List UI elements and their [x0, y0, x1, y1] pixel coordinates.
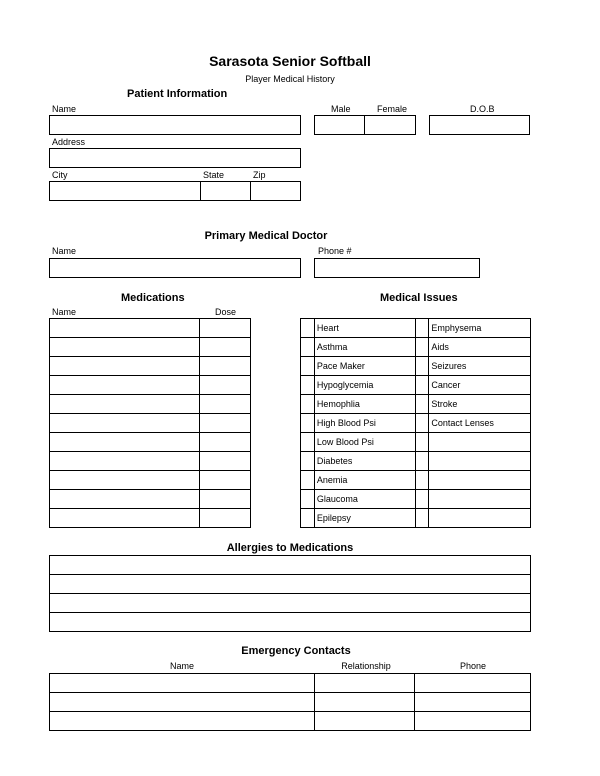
female-label: Female: [377, 104, 408, 114]
medication-name-cell[interactable]: [50, 490, 200, 509]
dob-label: D.O.B: [470, 104, 495, 114]
table-row: [301, 452, 531, 471]
issue-checkbox[interactable]: [301, 490, 315, 509]
zip-field[interactable]: [250, 181, 301, 201]
issue-label: Stroke: [429, 395, 531, 414]
allergies-section-title: Allergies to Medications: [226, 542, 354, 554]
medication-name-cell[interactable]: [50, 452, 200, 471]
table-row: [50, 452, 251, 471]
issue-label: Asthma: [314, 338, 415, 357]
table-row: [301, 414, 531, 433]
issue-checkbox[interactable]: [415, 471, 429, 490]
issue-checkbox[interactable]: [301, 509, 315, 528]
state-field[interactable]: [200, 181, 251, 201]
table-row: [301, 471, 531, 490]
medication-dose-cell[interactable]: [200, 395, 251, 414]
medication-name-cell[interactable]: [50, 395, 200, 414]
emergency-section-title: Emergency Contacts: [241, 645, 351, 657]
issue-label: Seizures: [429, 357, 531, 376]
issue-label: [429, 433, 531, 452]
medication-dose-cell[interactable]: [200, 414, 251, 433]
table-row: [50, 693, 531, 712]
table-row: [50, 357, 251, 376]
issue-checkbox[interactable]: [415, 414, 429, 433]
issue-checkbox[interactable]: [301, 338, 315, 357]
patient-section-title: Patient Information: [127, 88, 228, 100]
issue-checkbox[interactable]: [415, 452, 429, 471]
city-field[interactable]: [49, 181, 201, 201]
issue-label: Emphysema: [429, 319, 531, 338]
medication-dose-cell[interactable]: [200, 338, 251, 357]
issue-label: [429, 509, 531, 528]
issue-label: Epilepsy: [314, 509, 415, 528]
medication-name-label: Name: [52, 307, 77, 317]
male-label: Male: [331, 104, 351, 114]
allergy-field[interactable]: [50, 556, 531, 575]
issue-label: High Blood Psi: [314, 414, 415, 433]
issue-label: Cancer: [429, 376, 531, 395]
medication-dose-cell[interactable]: [200, 357, 251, 376]
issue-checkbox[interactable]: [415, 490, 429, 509]
medication-dose-cell[interactable]: [200, 319, 251, 338]
table-row: [50, 414, 251, 433]
medication-name-cell[interactable]: [50, 338, 200, 357]
medication-name-cell[interactable]: [50, 319, 200, 338]
allergy-field[interactable]: [50, 594, 531, 613]
table-row: [50, 613, 531, 632]
issue-checkbox[interactable]: [415, 509, 429, 528]
patient-name-field[interactable]: [49, 115, 301, 135]
medications-table: [49, 318, 251, 528]
issue-checkbox[interactable]: [301, 414, 315, 433]
table-row: [50, 471, 251, 490]
table-row: [50, 490, 251, 509]
allergy-field[interactable]: [50, 575, 531, 594]
medication-dose-cell[interactable]: [200, 509, 251, 528]
contact-relationship-cell[interactable]: [315, 712, 415, 731]
issue-checkbox[interactable]: [301, 376, 315, 395]
issue-label: Hemophlia: [314, 395, 415, 414]
table-row: [50, 556, 531, 575]
issue-label: Anemia: [314, 471, 415, 490]
medication-dose-cell[interactable]: [200, 376, 251, 395]
table-row: [50, 674, 531, 693]
contact-phone-cell[interactable]: [415, 712, 531, 731]
doctor-name-field[interactable]: [49, 258, 301, 278]
zip-label: Zip: [253, 170, 266, 180]
allergy-field[interactable]: [50, 613, 531, 632]
emergency-name-label: Name: [169, 661, 195, 671]
table-row: [301, 395, 531, 414]
medication-name-cell[interactable]: [50, 376, 200, 395]
allergies-table: [49, 555, 531, 632]
emergency-contacts-table: [49, 673, 531, 731]
issue-label: [429, 471, 531, 490]
table-row: [301, 509, 531, 528]
medication-name-cell[interactable]: [50, 471, 200, 490]
table-row: [50, 575, 531, 594]
issue-checkbox[interactable]: [301, 471, 315, 490]
form-subtitle: Player Medical History: [245, 74, 335, 84]
contact-name-cell[interactable]: [50, 693, 315, 712]
doctor-name-label: Name: [52, 246, 77, 256]
contact-phone-cell[interactable]: [415, 674, 531, 693]
contact-phone-cell[interactable]: [415, 693, 531, 712]
patient-name-label: Name: [52, 104, 77, 114]
medication-dose-cell[interactable]: [200, 471, 251, 490]
issue-checkbox[interactable]: [415, 338, 429, 357]
table-row: [50, 712, 531, 731]
issue-checkbox[interactable]: [415, 319, 429, 338]
issue-checkbox[interactable]: [415, 376, 429, 395]
issue-checkbox[interactable]: [301, 357, 315, 376]
medication-name-cell[interactable]: [50, 509, 200, 528]
female-checkbox[interactable]: [364, 115, 416, 135]
table-row: [50, 594, 531, 613]
issue-label: Heart: [314, 319, 415, 338]
table-row: [50, 319, 251, 338]
table-row: [301, 357, 531, 376]
table-row: [50, 433, 251, 452]
contact-relationship-cell[interactable]: [315, 693, 415, 712]
address-field[interactable]: [49, 148, 301, 168]
contact-name-cell[interactable]: [50, 674, 315, 693]
medications-section-title: Medications: [121, 292, 185, 304]
contact-relationship-cell[interactable]: [315, 674, 415, 693]
medication-name-cell[interactable]: [50, 357, 200, 376]
issue-label: Low Blood Psi: [314, 433, 415, 452]
medical-issues-section-title: Medical Issues: [380, 292, 458, 304]
table-row: [50, 376, 251, 395]
medication-name-cell[interactable]: [50, 433, 200, 452]
medication-name-cell[interactable]: [50, 414, 200, 433]
emergency-relationship-label: Relationship: [341, 661, 391, 671]
dob-field[interactable]: [429, 115, 530, 135]
form-title: Sarasota Senior Softball: [209, 53, 371, 69]
issue-checkbox[interactable]: [415, 433, 429, 452]
medication-dose-label: Dose: [215, 307, 237, 317]
contact-name-cell[interactable]: [50, 712, 315, 731]
male-checkbox[interactable]: [314, 115, 365, 135]
medication-dose-cell[interactable]: [200, 490, 251, 509]
issue-label: Hypoglycemia: [314, 376, 415, 395]
doctor-phone-label: Phone #: [318, 246, 352, 256]
doctor-section-title: Primary Medical Doctor: [204, 230, 328, 242]
city-label: City: [52, 170, 68, 180]
issue-checkbox[interactable]: [301, 319, 315, 338]
address-label: Address: [52, 137, 86, 147]
issue-label: Diabetes: [314, 452, 415, 471]
issue-label: Pace Maker: [314, 357, 415, 376]
table-row: [50, 338, 251, 357]
issue-checkbox[interactable]: [415, 357, 429, 376]
table-row: [50, 395, 251, 414]
table-row: [301, 338, 531, 357]
issue-label: Glaucoma: [314, 490, 415, 509]
table-row: [301, 490, 531, 509]
state-label: State: [203, 170, 225, 180]
issue-checkbox[interactable]: [301, 395, 315, 414]
medical-issues-table: [300, 318, 531, 528]
table-row: [301, 433, 531, 452]
issue-label: Aids: [429, 338, 531, 357]
doctor-phone-field[interactable]: [314, 258, 480, 278]
issue-label: [429, 490, 531, 509]
table-row: [50, 509, 251, 528]
issue-checkbox[interactable]: [301, 433, 315, 452]
issue-checkbox[interactable]: [415, 395, 429, 414]
medication-dose-cell[interactable]: [200, 433, 251, 452]
issue-label: Contact Lenses: [429, 414, 531, 433]
emergency-phone-label: Phone: [459, 661, 487, 671]
table-row: [301, 376, 531, 395]
issue-label: [429, 452, 531, 471]
issue-checkbox[interactable]: [301, 452, 315, 471]
medication-dose-cell[interactable]: [200, 452, 251, 471]
table-row: [301, 319, 531, 338]
